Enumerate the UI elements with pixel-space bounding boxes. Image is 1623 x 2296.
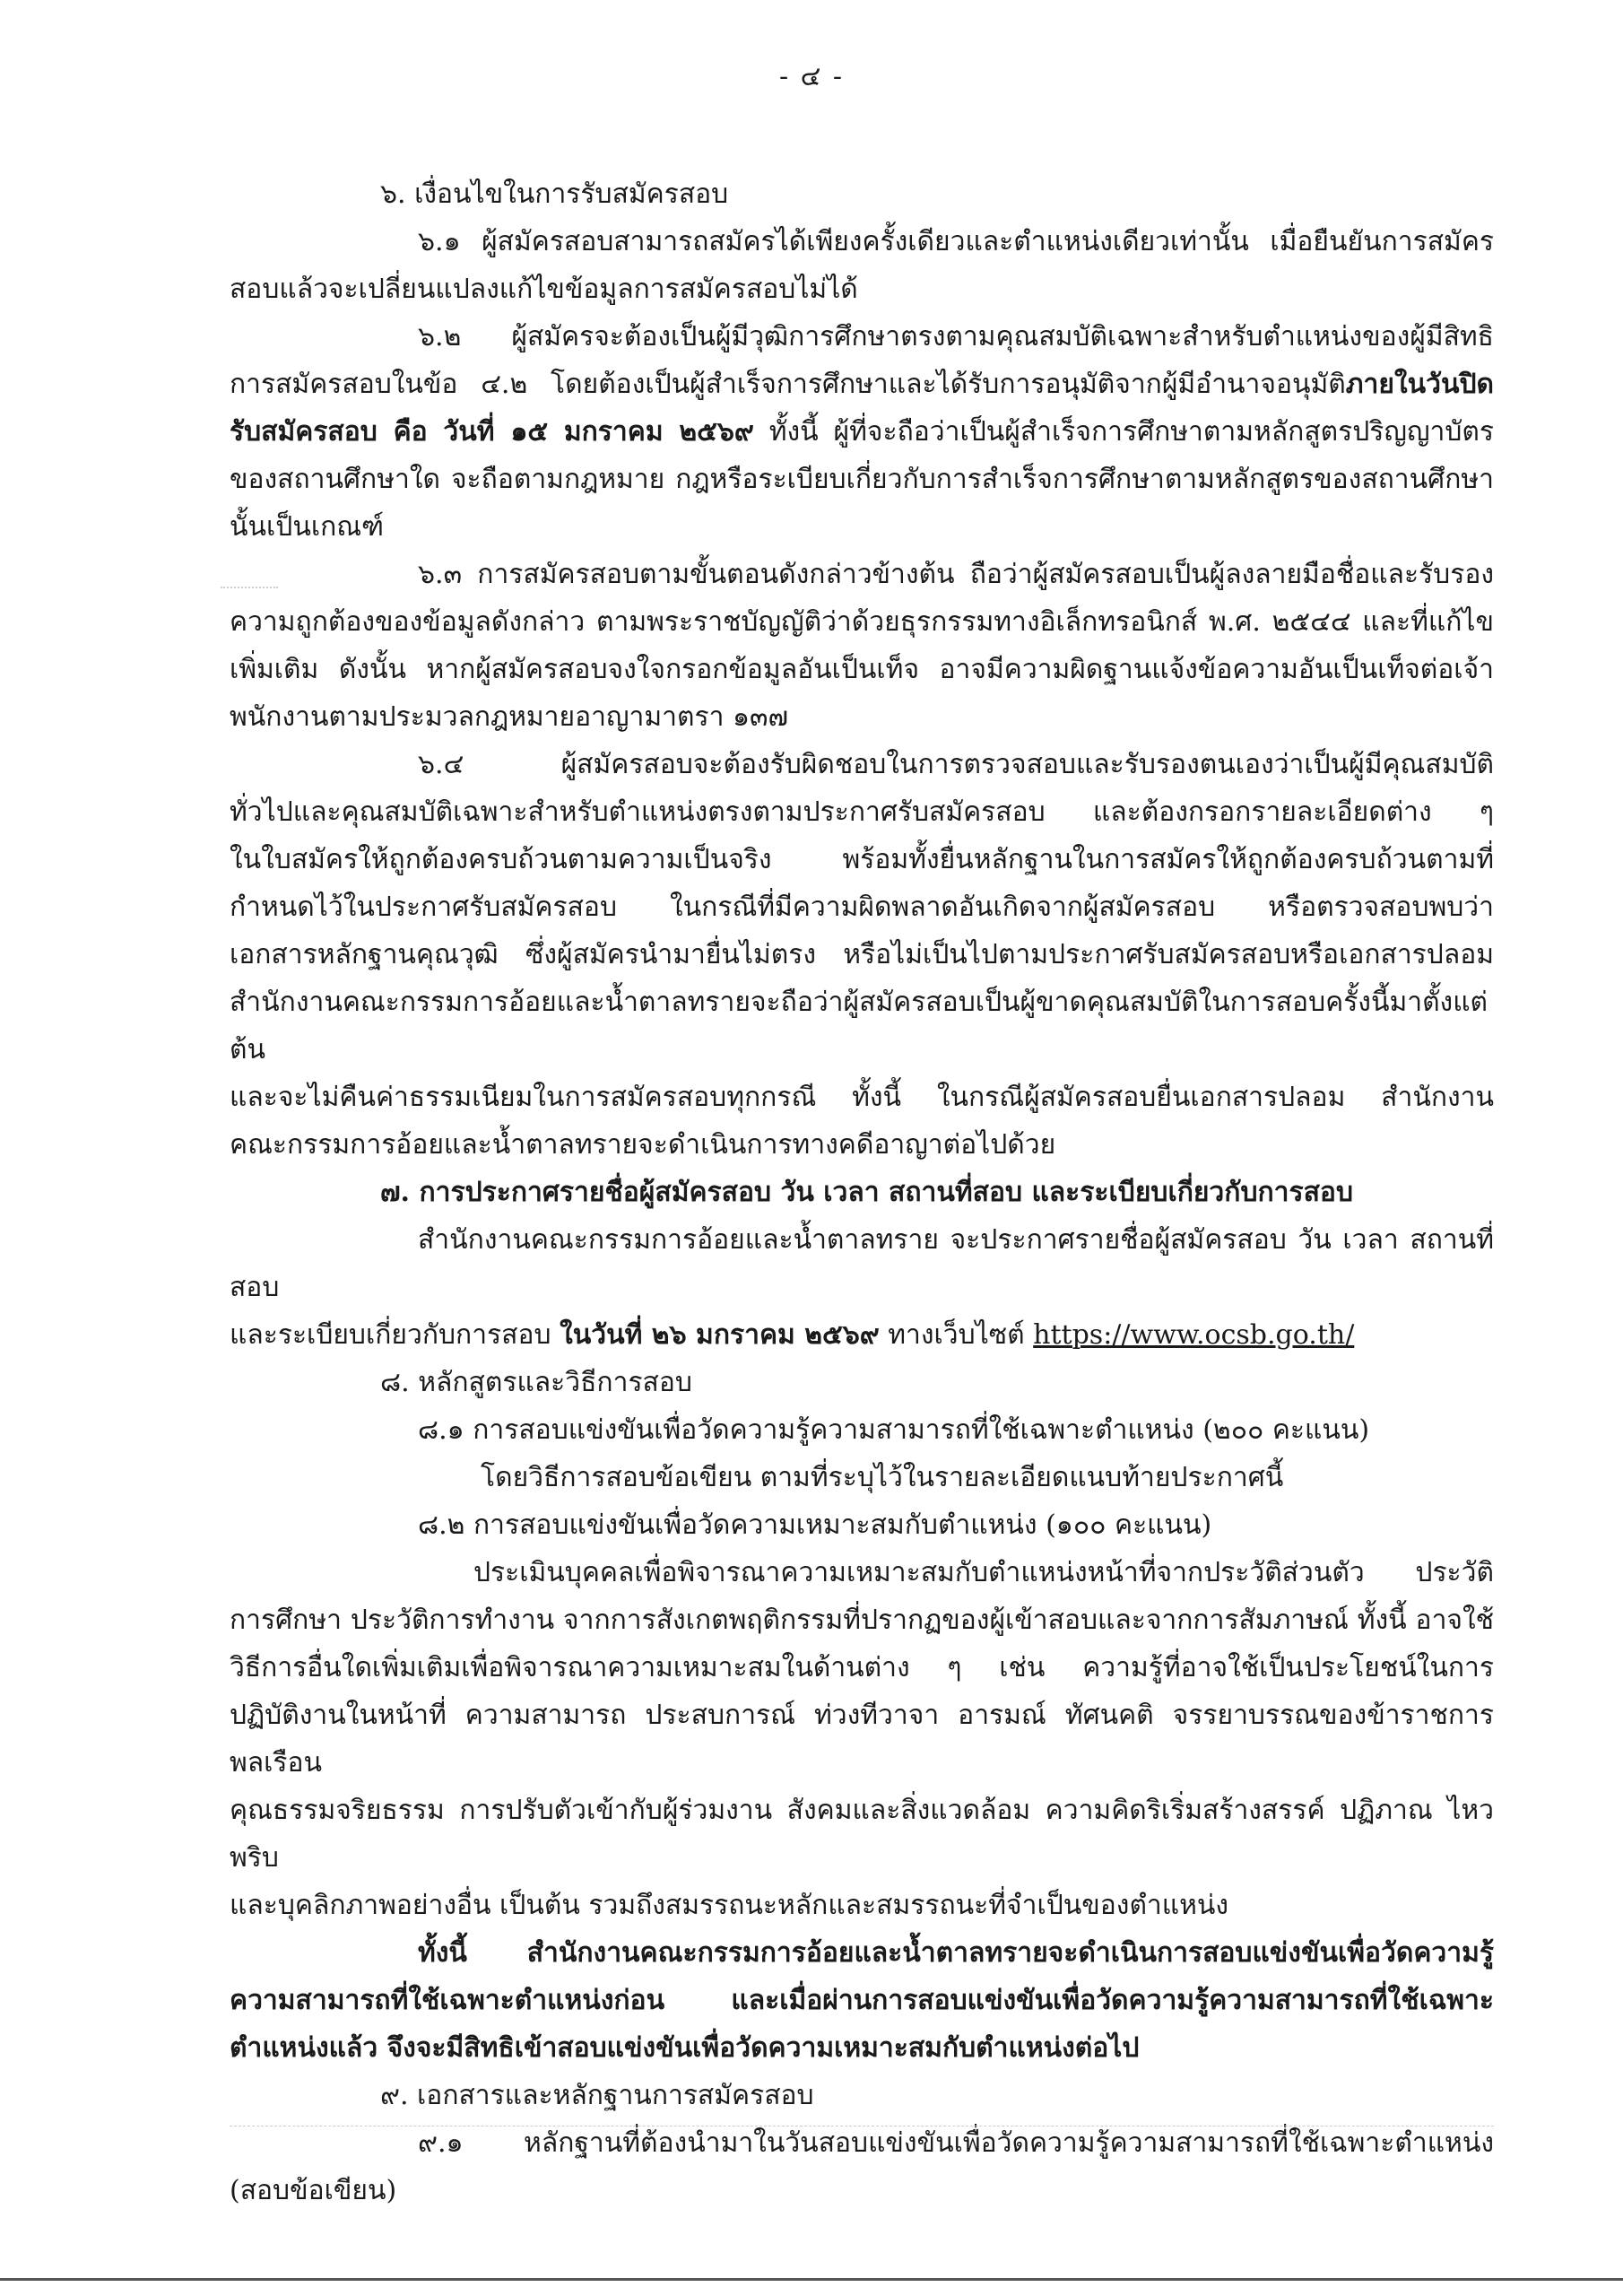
- section-6-heading: ๖. เงื่อนไขในการรับสมัครสอบ: [380, 178, 729, 210]
- paragraph-6-1-line: สอบแล้วจะเปลี่ยนแปลงแก้ไขข้อมูลการสมัครสอบไม่ได้: [230, 274, 858, 305]
- paragraph-7-line: และระเบียบเกี่ยวกับการสอบ ในวันที่ ๒๖ มกราคม ๒๕๖๙ ทางเว็บไซต์ https://www.ocsb.go.th/: [230, 1319, 1355, 1351]
- paragraph-6-3-line: ๖.๓ การสมัครสอบตามขั้นตอนดังกล่าวข้างต้น ถือว่าผู้สมัครสอบเป็นผู้ลงลายมือชื่อและรับรอง: [418, 559, 1494, 590]
- section-7-heading: ๗. การประกาศรายชื่อผู้สมัครสอบ วัน เวลา สถานที่สอบ และระเบียบเกี่ยวกับการสอบ: [380, 1177, 1353, 1208]
- paragraph-6-3-line: ความถูกต้องของข้อมูลดังกล่าว ตามพระราชบัญญัติว่าด้วยธุรกรรมทางอิเล็กทรอนิกส์ พ.ศ. ๒๕๔๔ และที่แก้ไข: [230, 606, 1494, 638]
- paragraph-9-1-line: (สอบข้อเขียน): [230, 2175, 397, 2206]
- page-number: - ๔ -: [778, 61, 845, 92]
- paragraph-6-4-line: คณะกรรมการอ้อยและน้ำตาลทรายจะดำเนินการทางคดีอาญาต่อไปด้วย: [230, 1129, 1056, 1161]
- paragraph-8-1-line: ๘.๑ การสอบแข่งขันเพื่อวัดความรู้ความสามารถที่ใช้เฉพาะตำแหน่ง (๒๐๐ คะแนน): [418, 1414, 1370, 1446]
- paragraph-6-4-line: ทั่วไปและคุณสมบัติเฉพาะสำหรับตำแหน่งตรงตามประกาศรับสมัครสอบ และต้องกรอกรายละเอียดต่าง ๆ: [230, 796, 1494, 828]
- paragraph-8-2-line: ปฏิบัติงานในหน้าที่ ความสามารถ ประสบการณ์ ท่วงทีวาจา อารมณ์ ทัศนคติ จรรยาบรรณของข้าราชการพลเรือน: [230, 1700, 1494, 1779]
- paragraph-6-4-line: สำนักงานคณะกรรมการอ้อยและน้ำตาลทรายจะถือว่าผู้สมัครสอบเป็นผู้ขาดคุณสมบัติในการสอบครั้งนี้มาตั้งแต่ต้น: [230, 987, 1488, 1065]
- ocsb-website-link[interactable]: https://www.ocsb.go.th/: [1033, 1319, 1355, 1351]
- paragraph-6-2-line: ของสถานศึกษาใด จะถือตามกฎหมาย กฎหรือระเบียบเกี่ยวกับการสำเร็จการศึกษาตามหลักสูตรของสถานศึกษา: [230, 464, 1494, 495]
- paragraph-6-3-line: พนักงานตามประมวลกฎหมายอาญามาตรา ๑๓๗: [230, 701, 789, 733]
- paragraph-8-2-line: ๘.๒ การสอบแข่งขันเพื่อวัดความเหมาะสมกับตำแหน่ง (๑๐๐ คะแนน): [418, 1509, 1212, 1541]
- paragraph-6-3-line: เพิ่มเติม ดังนั้น หากผู้สมัครสอบจงใจกรอกข้อมูลอันเป็นเท็จ อาจมีความผิดฐานแจ้งข้อความอันเป็นเท็จต่อเจ้า: [230, 654, 1494, 685]
- paragraph-8-2-line: การศึกษา ประวัติการทำงาน จากการสังเกตพฤติกรรมที่ปรากฏของผู้เข้าสอบและจากการสัมภาษณ์ ทั้งนี้ อาจใช้: [230, 1605, 1494, 1636]
- scan-artifact-line: [230, 2126, 1494, 2127]
- paragraph-6-4-line: เอกสารหลักฐานคุณวุฒิ ซึ่งผู้สมัครนำมายื่นไม่ตรง หรือไม่เป็นไปตามประกาศรับสมัครสอบหรือเอกสารปลอม: [230, 939, 1494, 970]
- section-8-heading: ๘. หลักสูตรและวิธีการสอบ: [380, 1367, 692, 1398]
- paragraph-7-line: สำนักงานคณะกรรมการอ้อยและน้ำตาลทราย จะประกาศรายชื่อผู้สมัครสอบ วัน เวลา สถานที่สอบ: [230, 1224, 1494, 1303]
- paragraph-6-2-line: การสมัครสอบในข้อ ๔.๒ โดยต้องเป็นผู้สำเร็จการศึกษาและได้รับการอนุมัติจากผู้มีอำนาจอนุมัติภายในวันปิด: [230, 369, 1494, 400]
- page-bottom-edge: [0, 2278, 1623, 2281]
- paragraph-9-1-line: ๙.๑ หลักฐานที่ต้องนำมาในวันสอบแข่งขันเพื่อวัดความรู้ความสามารถที่ใช้เฉพาะตำแหน่ง: [418, 2127, 1494, 2159]
- paragraph-8-2-line: และบุคลิกภาพอย่างอื่น เป็นต้น รวมถึงสมรรถนะหลักและสมรรถนะที่จำเป็นของตำแหน่ง: [230, 1890, 1229, 1921]
- paragraph-6-1-line: ๖.๑ ผู้สมัครสอบสามารถสมัครได้เพียงครั้งเดียวและตำแหน่งเดียวเท่านั้น เมื่อยืนยันการสมัคร: [418, 226, 1494, 257]
- paragraph-6-4-line: และจะไม่คืนค่าธรรมเนียมในการสมัครสอบทุกกรณี ทั้งนี้ ในกรณีผู้สมัครสอบยื่นเอกสารปลอม สำนักงาน: [230, 1082, 1494, 1113]
- paragraph-8-2-line: คุณธรรมจริยธรรม การปรับตัวเข้ากับผู้ร่วมงาน สังคมและสิ่งแวดล้อม ความคิดริเริ่มสร้างสรรค์ ปฏิภาณ ไหวพริบ: [230, 1795, 1494, 1874]
- document-body: [230, 170, 1494, 2214]
- paragraph-8-note-line: ทั้งนี้ สำนักงานคณะกรรมการอ้อยและน้ำตาลทรายจะดำเนินการสอบแข่งขันเพื่อวัดความรู้: [418, 1937, 1494, 1969]
- paragraph-8-note-line: ความสามารถที่ใช้เฉพาะตำแหน่งก่อน และเมื่อผ่านการสอบแข่งขันเพื่อวัดความรู้ความสามารถที่ใช้เฉพาะ: [230, 1985, 1494, 2016]
- paragraph-8-1-line: โดยวิธีการสอบข้อเขียน ตามที่ระบุไว้ในรายละเอียดแนบท้ายประกาศนี้: [481, 1462, 1284, 1493]
- paragraph-6-2-line: นั้นเป็นเกณฑ์: [230, 511, 384, 543]
- paragraph-6-4-line: ในใบสมัครให้ถูกต้องครบถ้วนตามความเป็นจริง พร้อมทั้งยื่นหลักฐานในการสมัครให้ถูกต้องครบถ้วนตามที่: [230, 844, 1494, 875]
- paragraph-6-4-line: ๖.๔ ผู้สมัครสอบจะต้องรับผิดชอบในการตรวจสอบและรับรองตนเองว่าเป็นผู้มีคุณสมบัติ: [418, 749, 1494, 780]
- paragraph-8-note-line: ตำแหน่งแล้ว จึงจะมีสิทธิเข้าสอบแข่งขันเพื่อวัดความเหมาะสมกับตำแหน่งต่อไป: [230, 2032, 1140, 2064]
- paragraph-8-2-line: วิธีการอื่นใดเพิ่มเติมเพื่อพิจารณาความเหมาะสมในด้านต่าง ๆ เช่น ความรู้ที่อาจใช้เป็นประโยชน์ในการ: [230, 1652, 1494, 1683]
- paragraph-6-2-line: ๖.๒ ผู้สมัครจะต้องเป็นผู้มีวุฒิการศึกษาตรงตามคุณสมบัติเฉพาะสำหรับตำแหน่งของผู้มีสิทธิ: [418, 321, 1494, 352]
- paragraph-6-2-line: รับสมัครสอบ คือ วันที่ ๑๕ มกราคม ๒๕๖๙ ทั้งนี้ ผู้ที่จะถือว่าเป็นผู้สำเร็จการศึกษาตามหลักสูตรปริญญาบัตร: [230, 416, 1494, 448]
- section-9-heading: ๙. เอกสารและหลักฐานการสมัครสอบ: [380, 2080, 814, 2111]
- paragraph-8-2-line: ประเมินบุคคลเพื่อพิจารณาความเหมาะสมกับตำแหน่งหน้าที่จากประวัติส่วนตัว ประวัติ: [473, 1557, 1494, 1588]
- paragraph-6-4-line: กำหนดไว้ในประกาศรับสมัครสอบ ในกรณีที่มีความผิดพลาดอันเกิดจากผู้สมัครสอบ หรือตรวจสอบพบว่า: [230, 891, 1494, 923]
